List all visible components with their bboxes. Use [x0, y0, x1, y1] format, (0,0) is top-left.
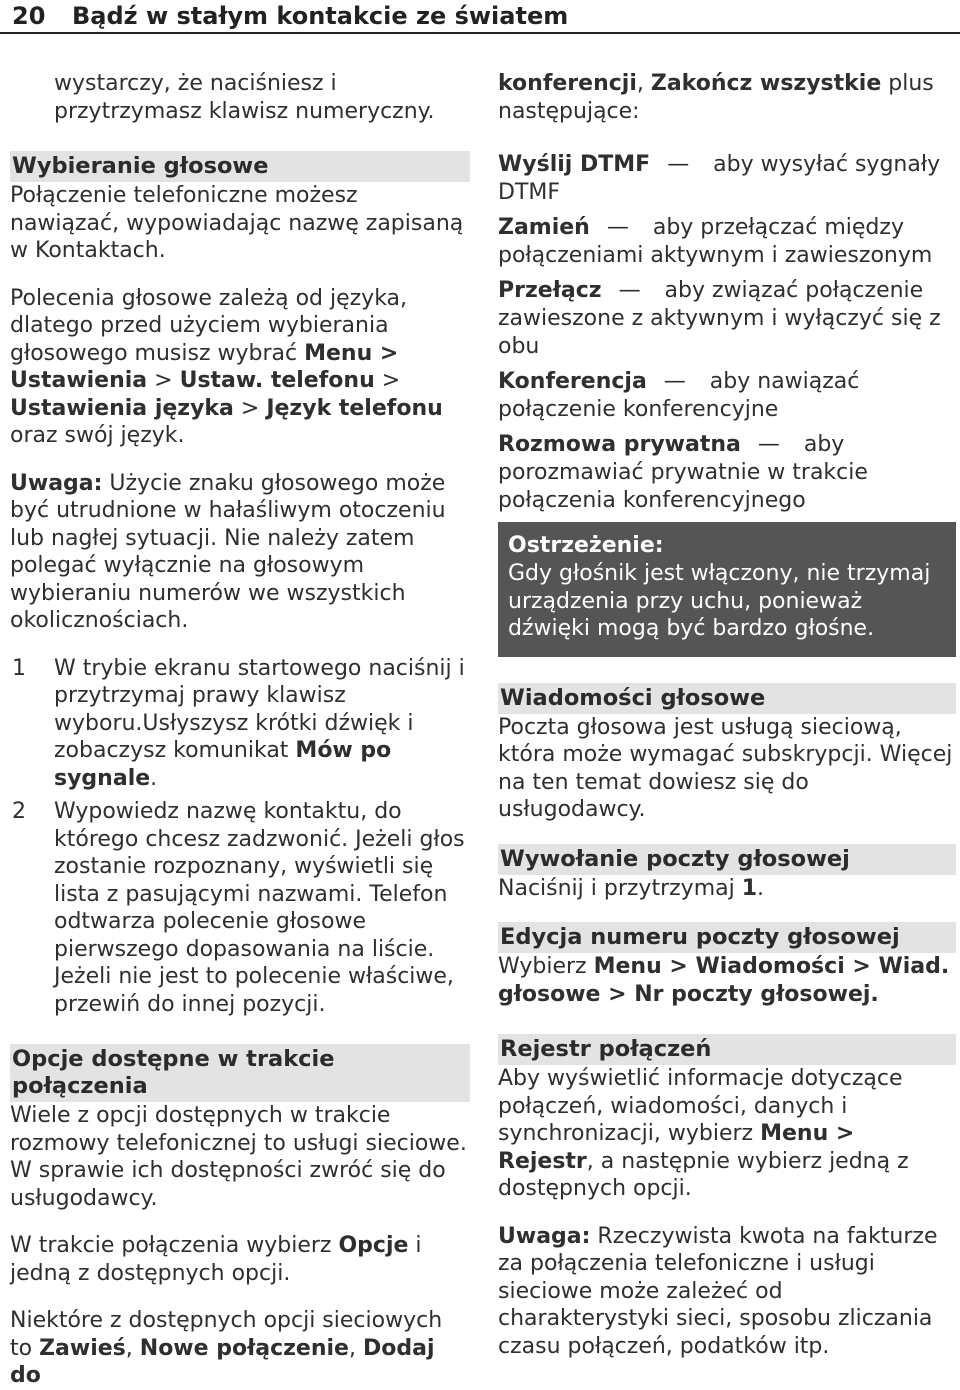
voice-dialing-heading: Wybieranie głosowe: [10, 151, 470, 182]
voice-dialing-language-paragraph: Polecenia głosowe zależą od języka, dlatego przed użyciem wybierania głosowego musisz wybrać Menu > Ustawienia > Ustaw. telefonu > Ustawienia języka > Język telefonu oraz swój język.: [10, 285, 443, 448]
call-options-heading: Opcje dostępne w trakcie połączenia: [10, 1044, 470, 1102]
voice-dialing-steps: [10, 655, 470, 1019]
call-log-heading: Rejestr połączeń: [498, 1034, 956, 1065]
note-label: Uwaga:: [498, 1223, 591, 1249]
warning-title: Ostrzeżenie:: [508, 533, 664, 558]
voicemail-text: Poczta głosowa jest usługą sieciową, która może wymagać subskrypcji. Więcej na ten temat dowiesz się do usługodawcy.: [498, 714, 953, 822]
left-column: [10, 70, 470, 1390]
voicemail-heading: Wiadomości głosowe: [498, 683, 956, 714]
edit-voicemail-text: Wybierz Menu > Wiadomości > Wiad. głosowe > Nr poczty głosowej.: [498, 954, 950, 1007]
call-voicemail-text: Naciśnij i przytrzymaj 1.: [498, 875, 765, 901]
menu-path-phone-settings: Ustaw. telefonu: [179, 368, 375, 393]
edit-voicemail-heading: Edycja numeru poczty głosowej: [498, 922, 956, 953]
option-transfer: Przełącz — aby związać połączenie zawieszone z aktywnym i wyłączyć się z obu: [498, 278, 941, 359]
call-options-intro: Wiele z opcji dostępnych w trakcie rozmowy telefonicznej to usługi sieciowe. W sprawie ich dostępności zwróć się do usługodawcy.: [10, 1103, 467, 1211]
call-options-network: Niektóre z dostępnych opcji sieciowych to Zawieś, Nowe połączenie, Dodaj do: [10, 1308, 443, 1388]
option-swap: Zamień — aby przełączać między połączeniami aktywnym i zawieszonym: [498, 215, 933, 268]
list-item: 1 W trybie ekranu startowego naciśnij i przytrzymaj prawy klawisz wyboru.Usłyszysz krótki dźwięk i zobaczysz komunikat Mów po sygnale.: [12, 655, 465, 791]
billing-note: Uwaga: Rzeczywista kwota na fakturze za połączenia telefoniczne i usługi sieciowe może zależeć od charakterystyki sieci, sposobu zliczania czasu połączeń, podatków itp.: [498, 1223, 938, 1359]
call-log-text: Aby wyświetlić informacje dotyczące połączeń, wiadomości, danych i synchronizacji, wybierz Menu > Rejestr, a następnie wybierz jedną z dostępnych opcji.: [498, 1066, 909, 1201]
warning-text: Gdy głośnik jest włączony, nie trzymaj urządzenia przy uchu, ponieważ dźwięki mogą być bardzo głośne.: [508, 561, 931, 641]
list-item: 2 Wypowiedz nazwę kontaktu, do którego chcesz zadzwonić. Jeżeli głos zostanie rozpoznany, wyświetli się lista z pasującymi nazwami. Telefon odtwarza polecenie głosowe pierwszego dopasowania na liście. Jeżeli nie jest to polecenie właściwe, przewiń do innej pozycji.: [12, 799, 465, 1017]
option-private: Rozmowa prywatna — aby porozmawiać prywatnie w trakcie połączenia konferencyjnego: [498, 432, 868, 513]
menu-path-settings: Ustawienia: [10, 368, 148, 393]
menu-path-menu: Menu: [304, 340, 373, 366]
page-title: Bądź w stałym kontakcie ze światem: [72, 2, 569, 30]
call-voicemail-heading: Wywołanie poczty głosowej: [498, 844, 956, 875]
call-options-list: [498, 151, 956, 515]
menu-path-phone-language: Język telefonu: [266, 395, 443, 421]
menu-path-language-settings: Ustawienia języka: [10, 395, 234, 421]
voice-dialing-note: Uwaga: Użycie znaku głosowego może być utrudnione w hałaśliwym otoczeniu lub nagłej sytuacji. Nie należy zatem polegać wyłącznie na głosowym wybieraniu numerów we wszystkich okolicznościach.: [10, 470, 446, 633]
intro-paragraph: wystarczy, że naciśniesz i przytrzymasz klawisz numeryczny.: [54, 71, 435, 124]
page-number: 20: [12, 2, 46, 30]
call-options-continued: konferencji, Zakończ wszystkie plus następujące:: [498, 71, 934, 124]
option-send-dtmf: Wyślij DTMF — aby wysyłać sygnały DTMF: [498, 152, 941, 205]
right-column: [498, 70, 956, 1360]
warning-box: [498, 522, 956, 657]
note-label: Uwaga:: [10, 470, 103, 496]
voice-dialing-intro: Połączenie telefoniczne możesz nawiązać, wypowiadając nazwę zapisaną w Kontaktach.: [10, 183, 464, 263]
page-header: [0, 0, 960, 34]
option-conference: Konferencja — aby nawiązać połączenie konferencyjne: [498, 369, 860, 422]
call-options-select: W trakcie połączenia wybierz Opcje i jedną z dostępnych opcji.: [10, 1233, 422, 1286]
